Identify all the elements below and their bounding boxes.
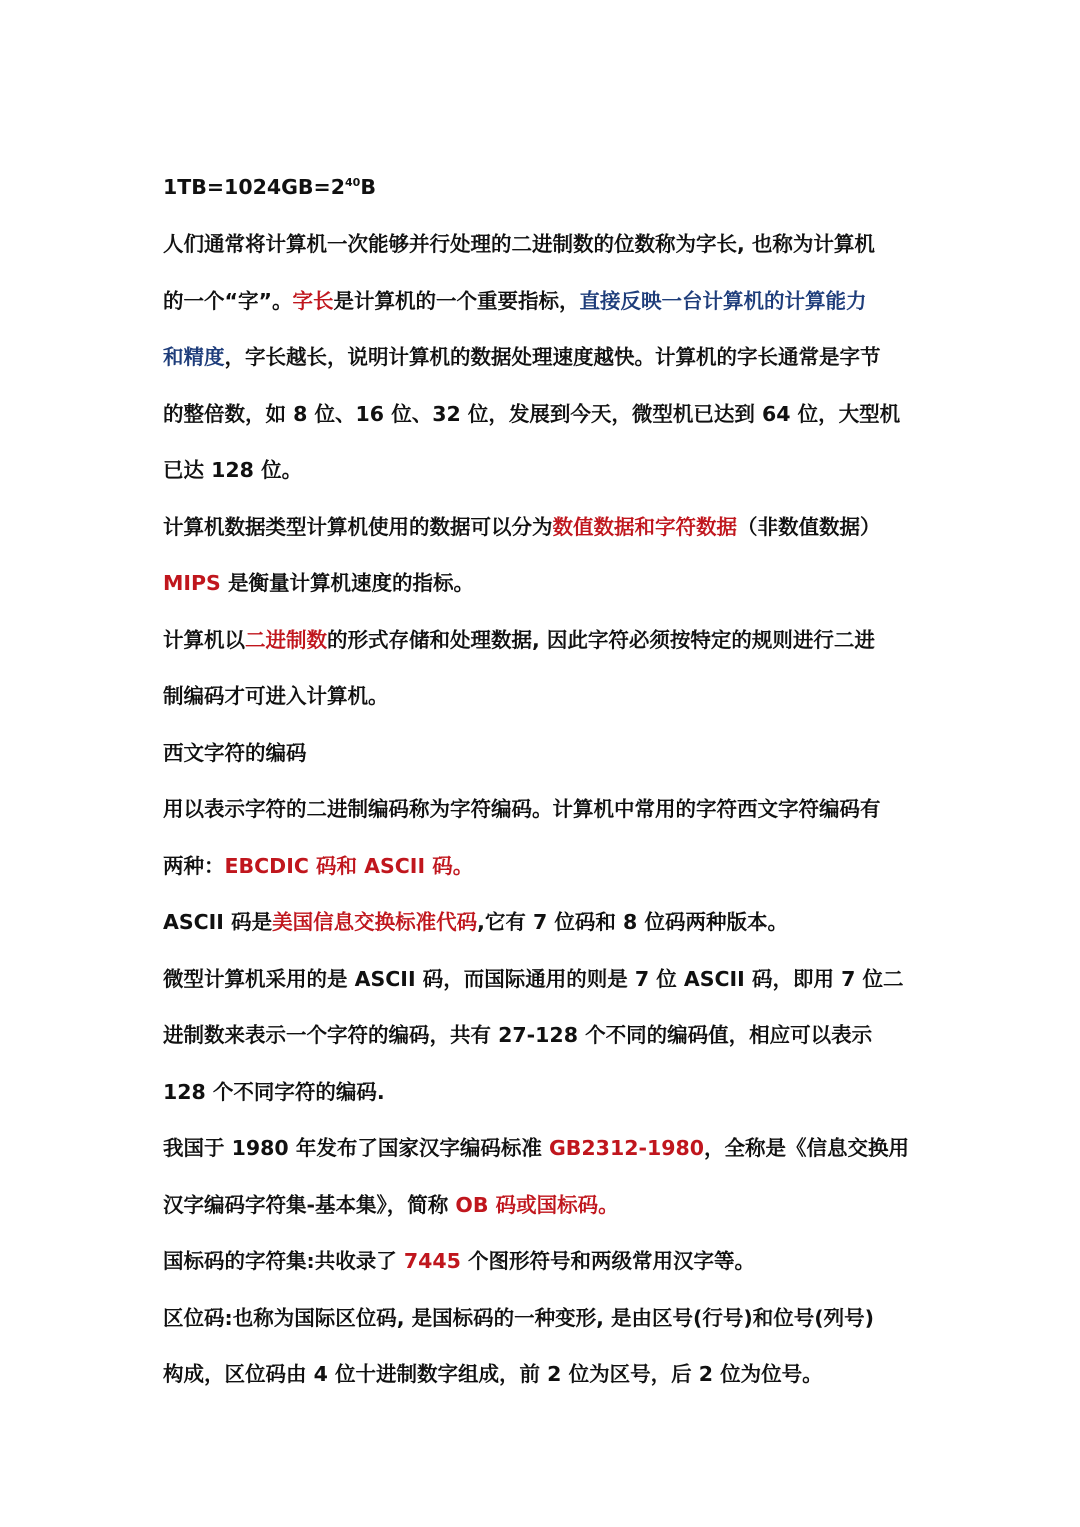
doc-line (163, 1190, 933, 1220)
doc-line (163, 286, 933, 316)
doc-text: 进制数来表示一个字符的编码，共有 27-128 个不同的编码值，相应可以表示 (163, 1023, 873, 1047)
doc-text: 计算机数据类型计算机使用的数据可以分为 (163, 515, 553, 539)
doc-text: 计算机以 (163, 628, 245, 652)
highlight-red: 美国信息交换标准代码 (272, 910, 478, 934)
doc-text: 128 个不同字符的编码. (163, 1080, 385, 1104)
highlight-red: OB 码或国标码。 (455, 1193, 619, 1217)
highlight-red: EBCDIC 码和 ASCII 码。 (224, 854, 474, 878)
doc-line (163, 794, 933, 824)
section-heading (163, 738, 933, 768)
doc-line (163, 512, 933, 542)
doc-text: 用以表示字符的二进制编码称为字符编码。计算机中常用的字符西文字符编码有 (163, 797, 881, 821)
doc-line (163, 964, 933, 994)
doc-text: ，字长越长，说明计算机的数据处理速度越快。计算机的字长通常是字节 (224, 345, 881, 369)
doc-line (163, 1133, 933, 1163)
doc-line (163, 1303, 933, 1333)
doc-text: 构成，区位码由 4 位十进制数字组成，前 2 位为区号，后 2 位为位号。 (163, 1362, 823, 1386)
doc-text: 是衡量计算机速度的指标。 (220, 571, 474, 595)
highlight-red: MIPS (163, 571, 221, 595)
doc-line (163, 399, 933, 429)
highlight-red: 二进制数 (245, 628, 327, 652)
doc-text: 两种： (163, 854, 225, 878)
highlight-red: 字长 (292, 289, 334, 313)
doc-line (163, 907, 933, 937)
doc-line (163, 455, 933, 485)
doc-line (163, 568, 933, 598)
doc-text: 我国于 1980 年发布了国家汉字编码标准 (163, 1136, 549, 1160)
doc-line (163, 172, 933, 202)
highlight-red: GB2312-1980 (548, 1136, 705, 1160)
doc-text: B (360, 175, 376, 199)
doc-text: 已达 128 位。 (163, 458, 303, 482)
doc-text: 制编码才可进入计算机。 (163, 684, 389, 708)
doc-text: 西文字符的编码 (163, 741, 307, 765)
doc-text: 个图形符号和两级常用汉字等。 (460, 1249, 756, 1273)
doc-text: （非数值数据） (737, 515, 881, 539)
doc-line (163, 1359, 933, 1389)
doc-line (163, 1020, 933, 1050)
doc-text: 区位码:也称为国际区位码, 是国标码的一种变形, 是由区号(行号)和位号(列号) (163, 1306, 875, 1330)
highlight-blue: 直接反映一台计算机的计算能力 (579, 289, 867, 313)
highlight-red: 7445 (403, 1249, 461, 1273)
doc-text: 汉字编码字符集-基本集》，简称 (163, 1193, 456, 1217)
doc-text: 是计算机的一个重要指标， (333, 289, 580, 313)
doc-text: ASCII 码是 (163, 910, 273, 934)
doc-text: 人们通常将计算机一次能够并行处理的二进制数的位数称为字长, 也称为计算机 (163, 232, 875, 256)
exponent: 40 (345, 176, 361, 189)
doc-text: 国标码的字符集:共收录了 (163, 1249, 404, 1273)
highlight-red: 数值数据和字符数据 (552, 515, 737, 539)
doc-line (163, 1246, 933, 1276)
doc-text: 的整倍数，如 8 位、16 位、32 位，发展到今天，微型机已达到 64 位，大型机 (163, 402, 901, 426)
doc-text: 1TB=1024GB=2 (163, 175, 345, 199)
doc-text: ,它有 7 位码和 8 位码两种版本。 (477, 910, 788, 934)
doc-line (163, 681, 933, 711)
doc-line (163, 229, 933, 259)
highlight-blue: 和精度 (163, 345, 225, 369)
doc-line (163, 851, 933, 881)
doc-text: ，全称是《信息交换用 (704, 1136, 910, 1160)
doc-line (163, 1077, 933, 1107)
doc-line (163, 625, 933, 655)
doc-line (163, 342, 933, 372)
doc-text: 的形式存储和处理数据, 因此字符必须按特定的规则进行二进 (327, 628, 875, 652)
doc-text: 的一个“字”。 (163, 289, 293, 313)
doc-text: 微型计算机采用的是 ASCII 码，而国际通用的则是 7 位 ASCII 码，即用 7 位二 (163, 967, 904, 991)
